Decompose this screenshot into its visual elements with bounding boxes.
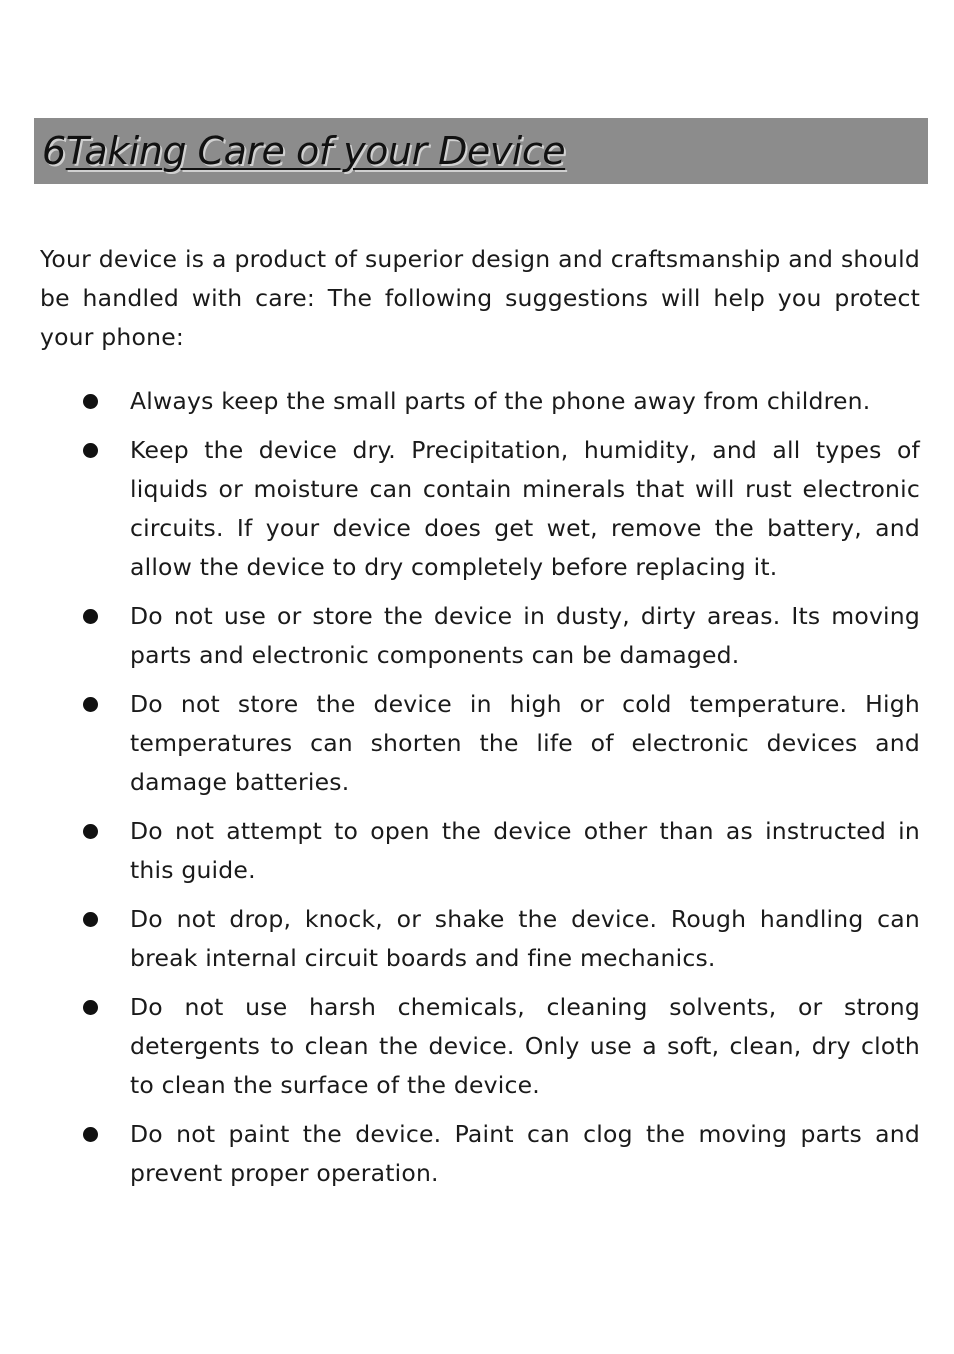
bullet-icon — [83, 394, 98, 409]
bullet-icon — [83, 609, 98, 624]
bullet-icon — [83, 443, 98, 458]
list-item-text: Do not attempt to open the device other than as instructed in this guide. — [130, 817, 920, 884]
list-item — [0, 988, 920, 1105]
list-item — [0, 812, 920, 890]
list-item-text: Do not use harsh chemicals, cleaning solvents, or strong detergents to clean the device. Only use a soft, clean, dry cloth to clean the surface of the device. — [130, 993, 920, 1099]
bullet-icon — [83, 912, 98, 927]
list-item — [0, 1115, 920, 1193]
section-heading — [42, 126, 565, 176]
list-item-text: Do not use or store the device in dusty, dirty areas. Its moving parts and electronic components can be damaged. — [130, 602, 920, 669]
list-item — [0, 382, 920, 421]
section-heading-bar — [34, 118, 928, 184]
section-number: 6 — [42, 129, 66, 173]
list-item — [0, 597, 920, 675]
list-item-text: Do not paint the device. Paint can clog the moving parts and prevent proper operation. — [130, 1120, 920, 1187]
list-item-text: Do not drop, knock, or shake the device. Rough handling can break internal circuit boards and fine mechanics. — [130, 905, 920, 972]
bullet-icon — [83, 697, 98, 712]
care-tips-list — [0, 382, 954, 1203]
bullet-icon — [83, 1127, 98, 1142]
list-item-text: Keep the device dry. Precipitation, humidity, and all types of liquids or moisture can contain minerals that will rust electronic circuits. If your device does get wet, remove the battery, and allow the device to dry completely before replacing it. — [130, 436, 920, 581]
list-item — [0, 685, 920, 802]
bullet-icon — [83, 1000, 98, 1015]
list-item — [0, 431, 920, 587]
intro-paragraph: Your device is a product of superior design and craftsmanship and should be handled with care: The following suggestions will help you protect your phone: — [40, 245, 920, 351]
list-item-text: Do not store the device in high or cold temperature. High temperatures can shorten the life of electronic devices and damage batteries. — [130, 690, 920, 796]
bullet-icon — [83, 824, 98, 839]
section-title: Taking Care of your Device — [65, 129, 566, 173]
list-item — [0, 900, 920, 978]
list-item-text: Always keep the small parts of the phone away from children. — [130, 387, 871, 415]
